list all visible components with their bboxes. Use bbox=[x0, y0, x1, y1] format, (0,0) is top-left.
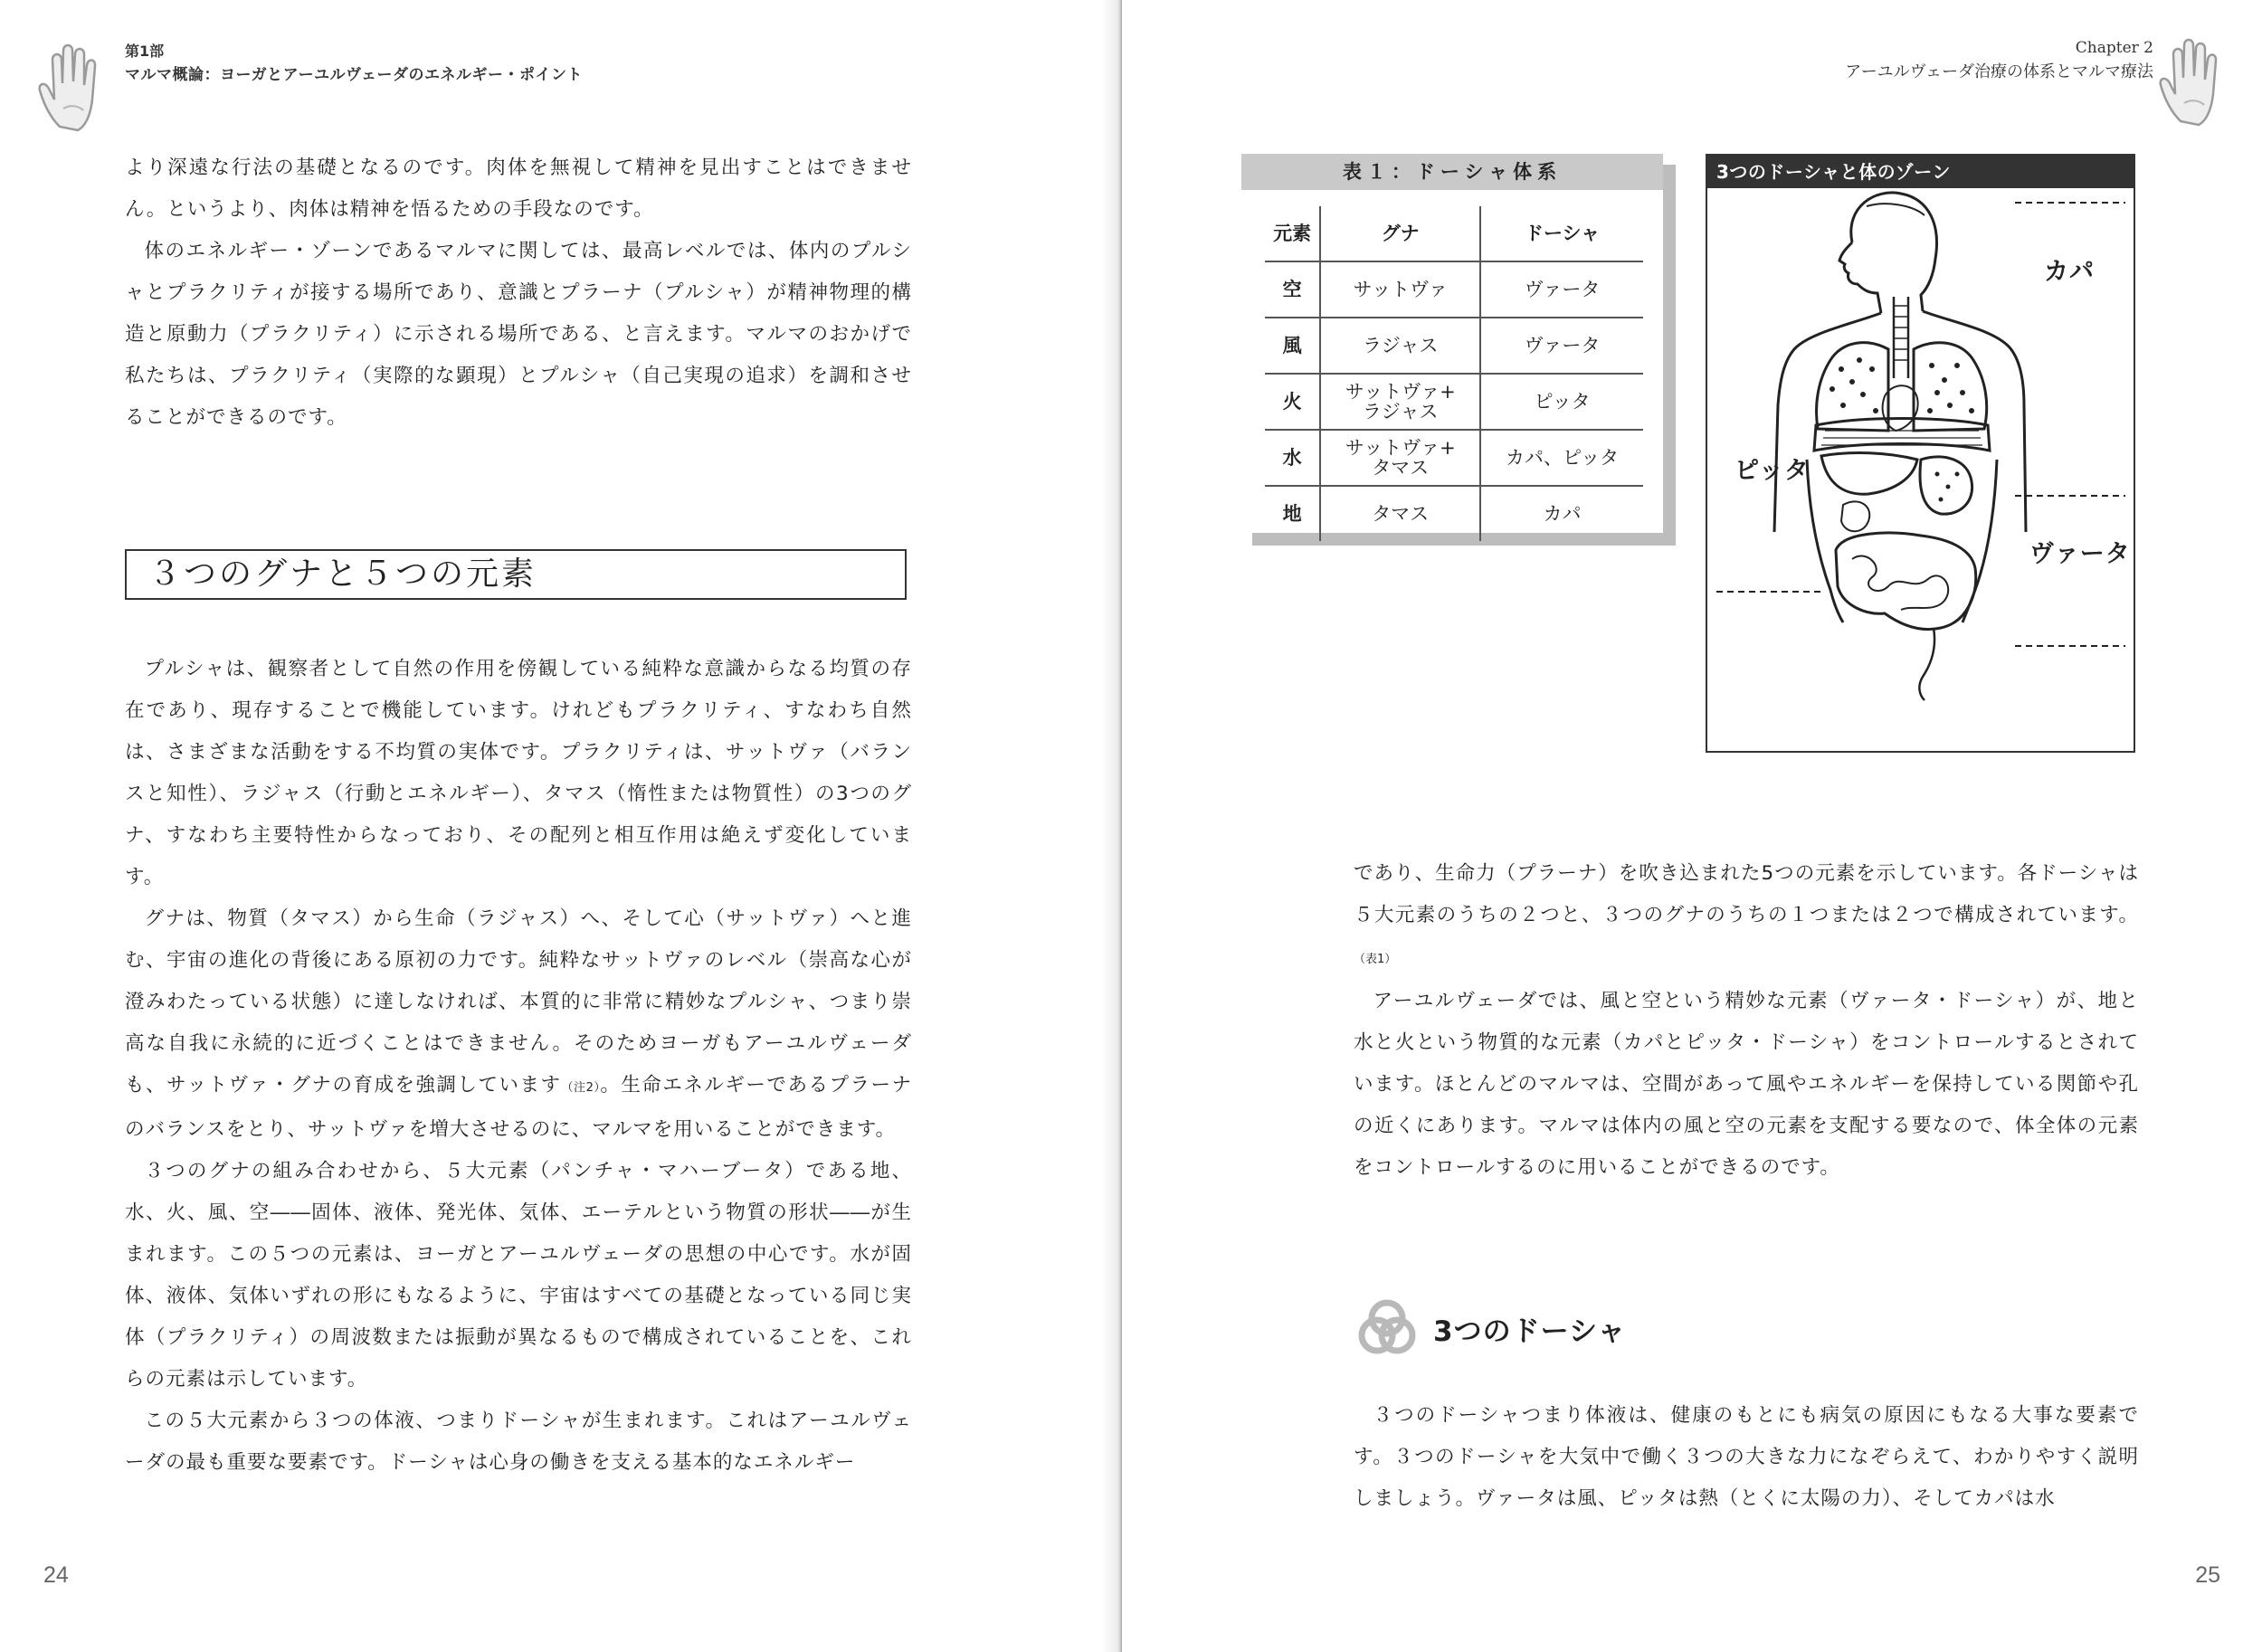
paragraph bbox=[1354, 853, 2139, 981]
left-page bbox=[0, 0, 1120, 1652]
table-card bbox=[1241, 154, 1663, 533]
intro-text bbox=[125, 147, 912, 439]
table-title: 表１：ドーシャ体系 bbox=[1241, 154, 1663, 190]
paragraph: アーユルヴェーダでは、風と空という精妙な元素（ヴァータ・ドーシャ）が、地と水と火という物質的な元素（カパとピッタ・ドーシャ）をコントロールするとされています。ほとんどのマルマは、空間があって風やエネルギーを保持している関節や孔の近くにあります。マルマは体内の風と空の元素を支配する要なので、体全体の元素をコントロールするのに用いることができるのです。 bbox=[1354, 990, 2139, 1179]
right-text bbox=[1354, 853, 2139, 1189]
chapter-title: アーユルヴェーダ治療の体系とマルマ療法 bbox=[1845, 62, 2153, 81]
column-header: 元素 bbox=[1265, 206, 1320, 261]
zone-label-pitta: ピッタ bbox=[1735, 457, 1810, 485]
section-heading: ３つのグナと５つの元素 bbox=[125, 549, 907, 600]
running-header bbox=[1845, 36, 2153, 85]
element-cell: 風 bbox=[1265, 318, 1320, 374]
dosha-table bbox=[1265, 206, 1643, 541]
page-number: 24 bbox=[43, 1562, 69, 1588]
guna-cell: ラジャス bbox=[1320, 318, 1480, 374]
paragraph: 体のエネルギー・ゾーンであるマルマに関しては、最高レベルでは、体内のプルシャとプラクリティが接する場所であり、意識とプラーナ（プルシャ）が精神物理的構造と原動力（プラクリティ）に示される場所である、と言えます。マルマのおかげで私たちは、プラクリティ（実際的な顕現）とプルシャ（自己実現の追求）を調和させることができるのです。 bbox=[125, 240, 912, 429]
running-header bbox=[125, 40, 583, 87]
chapter-label: Chapter 2 bbox=[2075, 39, 2153, 57]
hand-icon bbox=[33, 36, 114, 136]
note-reference: （注2） bbox=[561, 1081, 601, 1095]
part-title: マルマ概論：ヨーガとアーユルヴェーダのエネルギー・ポイント bbox=[125, 66, 583, 84]
part-label: 第1部 bbox=[125, 43, 165, 60]
paragraph: より深遠な行法の基礎となるのです。肉体を無視して精神を見出すことはできません。というより、肉体は精神を悟るための手段なのです。 bbox=[125, 157, 912, 221]
paragraph: ３つのドーシャつまり体液は、健康のもとにも病気の原因にもなる大事な要素です。３つのドーシャを大気中で働く３つの大きな力になぞらえて、わかりやすく説明しましょう。ヴァータは風、ピッタは熱（とくに太陽の力）、そしてカパは水 bbox=[1354, 1404, 2139, 1510]
table-header-row bbox=[1265, 206, 1643, 261]
guna-cell: サットヴァ+ ラジャス bbox=[1320, 374, 1480, 430]
paragraph: プルシャは、観察者として自然の作用を傍観している純粋な意識からなる均質の存在であり、現存することで機能しています。けれどもプラクリティ、すなわち自然は、さまざまな活動をする不均質の実体です。プラクリティは、サットヴァ（バランスと知性）、ラジャス（行動とエネルギー）、タマス（惰性または物質性）の3つのグナ、すなわち主要特性からなっており、その配列と相互作用は絶えず変化しています。 bbox=[125, 658, 912, 888]
paragraph-part: 。生命エネルギーであるプラーナのバランスをとり、サットヴァを増大させるのに、マルマを用いることができます。 bbox=[125, 1074, 912, 1141]
element-cell: 空 bbox=[1265, 261, 1320, 318]
dosha-cell: ヴァータ bbox=[1480, 261, 1643, 318]
paragraph bbox=[125, 898, 912, 1151]
element-cell: 水 bbox=[1265, 430, 1320, 486]
table-row bbox=[1265, 486, 1643, 541]
table-reference: （表1） bbox=[1354, 953, 1397, 966]
paragraph-part: であり、生命力（プラーナ）を吹き込まれた5つの元素を示しています。各ドーシャは５大元素のうちの２つと、３つのグナのうちの１つまたは２つで構成されています。 bbox=[1354, 862, 2139, 926]
dosha-table-figure bbox=[1241, 154, 1676, 546]
table-row bbox=[1265, 318, 1643, 374]
diagram-title: 3つのドーシャと体のゾーン bbox=[1707, 156, 2134, 188]
dosha-cell: ヴァータ bbox=[1480, 318, 1643, 374]
element-cell: 地 bbox=[1282, 503, 1302, 525]
column-header: ドーシャ bbox=[1480, 206, 1643, 261]
guna-cell: タマス bbox=[1320, 486, 1480, 541]
hand-icon bbox=[2153, 31, 2235, 130]
doshas-text bbox=[1354, 1395, 2139, 1520]
table-row bbox=[1265, 430, 1643, 486]
zone-label-vata: ヴァータ bbox=[2029, 540, 2131, 568]
triple-circle-icon bbox=[1354, 1294, 1421, 1361]
table-row bbox=[1265, 374, 1643, 430]
zone-label-kapha: カパ bbox=[2044, 258, 2095, 286]
guna-cell: サットヴァ+ タマス bbox=[1320, 430, 1480, 486]
page-number: 25 bbox=[2195, 1562, 2220, 1588]
paragraph: ３つのグナの組み合わせから、５大元素（パンチャ・マハーブータ）である地、水、火、風、空――固体、液体、発光体、気体、エーテルという物質の形状――が生まれます。この５つの元素は、ヨーガとアーユルヴェーダの思想の中心です。水が固体、液体、気体いずれの形にもなるように、宇宙はすべての基礎となっている同じ実体（プラクリティ）の周波数または振動が異なるもので構成されていることを、これらの元素は示しています。 bbox=[125, 1160, 912, 1391]
dosha-cell: カパ、ピッタ bbox=[1480, 430, 1643, 486]
dosha-cell: カパ bbox=[1543, 503, 1582, 525]
element-cell: 火 bbox=[1265, 374, 1320, 430]
table-row bbox=[1265, 261, 1643, 318]
paragraph-part: グナは、物質（タマス）から生命（ラジャス）へ、そして心（サットヴァ）へと進む、宇宙の進化の背後にある原初の力です。純粋なサットヴァのレベル（崇高な心が澄みわたっている状態）に達しなければ、本質的に非常に精妙なプルシャ、つまり崇高な自我に永続的に近づくことはできません。そのためヨーガもアーユルヴェーダも、サットヴァ・グナの育成を強調しています bbox=[125, 907, 912, 1097]
dosha-cell: ピッタ bbox=[1480, 374, 1643, 430]
paragraph: この５大元素から３つの体液、つまりドーシャが生まれます。これはアーユルヴェーダの最も重要な要素です。ドーシャは心身の働きを支える基本的なエネルギー bbox=[125, 1410, 912, 1474]
section-heading: 3つのドーシャ bbox=[1433, 1315, 1627, 1348]
column-header: グナ bbox=[1320, 206, 1480, 261]
guna-cell: サットヴァ bbox=[1320, 261, 1480, 318]
dosha-body-diagram bbox=[1706, 154, 2135, 753]
section-text bbox=[125, 649, 912, 1484]
